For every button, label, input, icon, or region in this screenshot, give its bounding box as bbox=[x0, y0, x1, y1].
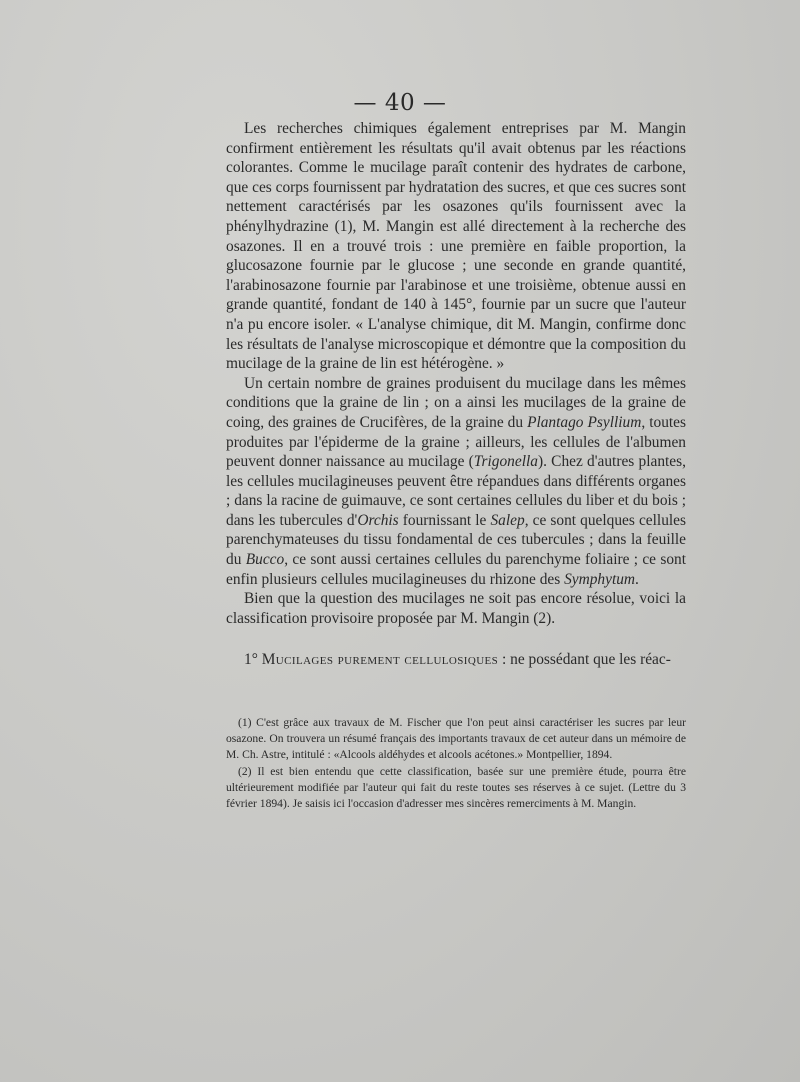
paragraph-mucilage-sources bbox=[226, 374, 686, 590]
text-run: ). Chez d'autres plantes, les cellules mucilagineuses peuvent être répandues dans différents organes ; dans la racine de guimauve, ce sont certaines cellules du liber et du bois ; dans les tubercules d' bbox=[226, 453, 686, 529]
italic-term: Plantago Psyllium bbox=[527, 413, 642, 431]
italic-term: Orchis bbox=[357, 511, 399, 529]
page-number: — 40 — bbox=[353, 90, 447, 116]
section-text: : ne possédant que les réac- bbox=[498, 651, 671, 669]
italic-term: Salep bbox=[490, 511, 525, 529]
footnote-1: (1) C'est grâce aux travaux de M. Fischer que l'on peut ainsi caractériser les sucres par leur osazone. On trouvera un résumé français des importants travaux de cet auteur dans un mémoire de M. Ch. Astre, intitulé : «Alcools aldéhydes et alcools acétones.» Montpellier, 1894. bbox=[226, 716, 686, 761]
text-run: Un certain nombre de graines produisent du mucilage dans les mêmes conditions que la graine de lin ; on a ainsi les mucilages de la graine de coing, des graines de Crucifères, de la graine du bbox=[226, 374, 686, 431]
text-run: . bbox=[635, 570, 639, 588]
italic-term: Bucco bbox=[245, 551, 285, 569]
paragraph-classification-intro: Bien que la question des mucilages ne soit pas encore résolue, voici la classification provisoire proposée par M. Mangin (2). bbox=[226, 590, 686, 627]
footnote-2: (2) Il est bien entendu que cette classification, basée sur une première étude, pourra être ultérieurement modifiée par l'auteur qui fait du reste toutes ses réserves à ce sujet. (Lettre du 3 février 1894). Je saisis ici l'occasion d'adresser mes sincères remerciments à M. Mangin. bbox=[226, 765, 686, 810]
text-run: , toutes produites par l'épiderme de la graine ; ailleurs, les cellules de l'albumen peuvent donner naissance au mucilage ( bbox=[226, 413, 686, 471]
italic-term: Symphytum bbox=[564, 570, 636, 588]
footnotes bbox=[226, 715, 686, 812]
text-run: , ce sont quelques cellules parenchymateuses du tissu fondamental de ces tubercules ; dans la feuille du bbox=[226, 511, 686, 569]
text-run: fournissant le bbox=[398, 511, 491, 529]
section-heading: Mucilages purement cellulosiques bbox=[261, 651, 499, 669]
italic-term: Trigonella bbox=[473, 453, 538, 471]
body-text bbox=[226, 119, 686, 670]
section-number: 1° bbox=[244, 651, 258, 669]
paragraph-chemical-research: Les recherches chimiques également entreprises par M. Mangin confirment entièrement les résultats qu'il avait obtenus par les réactions colorantes. Comme le mucilage paraît contenir des hydrates de carbone, que ces corps fournissent par hydratation des sucres, et que ces sucres sont nettement caractérisés par les osazones qu'ils fournissent avec la phénylhydrazine (1), M. Mangin est allé directement à la recherche des osazones. Il en a trouvé trois : une première en faible proportion, la glucosazone fournie par le glucose ; une seconde en grande quantité, l'arabinosazone fournie par l'arabinose et une troisième, obtenue aussi en grande quantité, fondant de 140 à 145°, fournie par un sucre que l'auteur n'a pu encore isoler. « L'analyse chimique, dit M. Mangin, confirme donc les résultats de l'analyse microscopique et démontre que la composition du mucilage de la graine de lin est hétérogène. » bbox=[226, 120, 686, 373]
text-run: , ce sont aussi certaines cellules du parenchyme foliaire ; ce sont enfin plusieurs cellules mucilagineuses du rhizone des bbox=[226, 551, 686, 588]
section-heading-paragraph bbox=[226, 650, 686, 670]
